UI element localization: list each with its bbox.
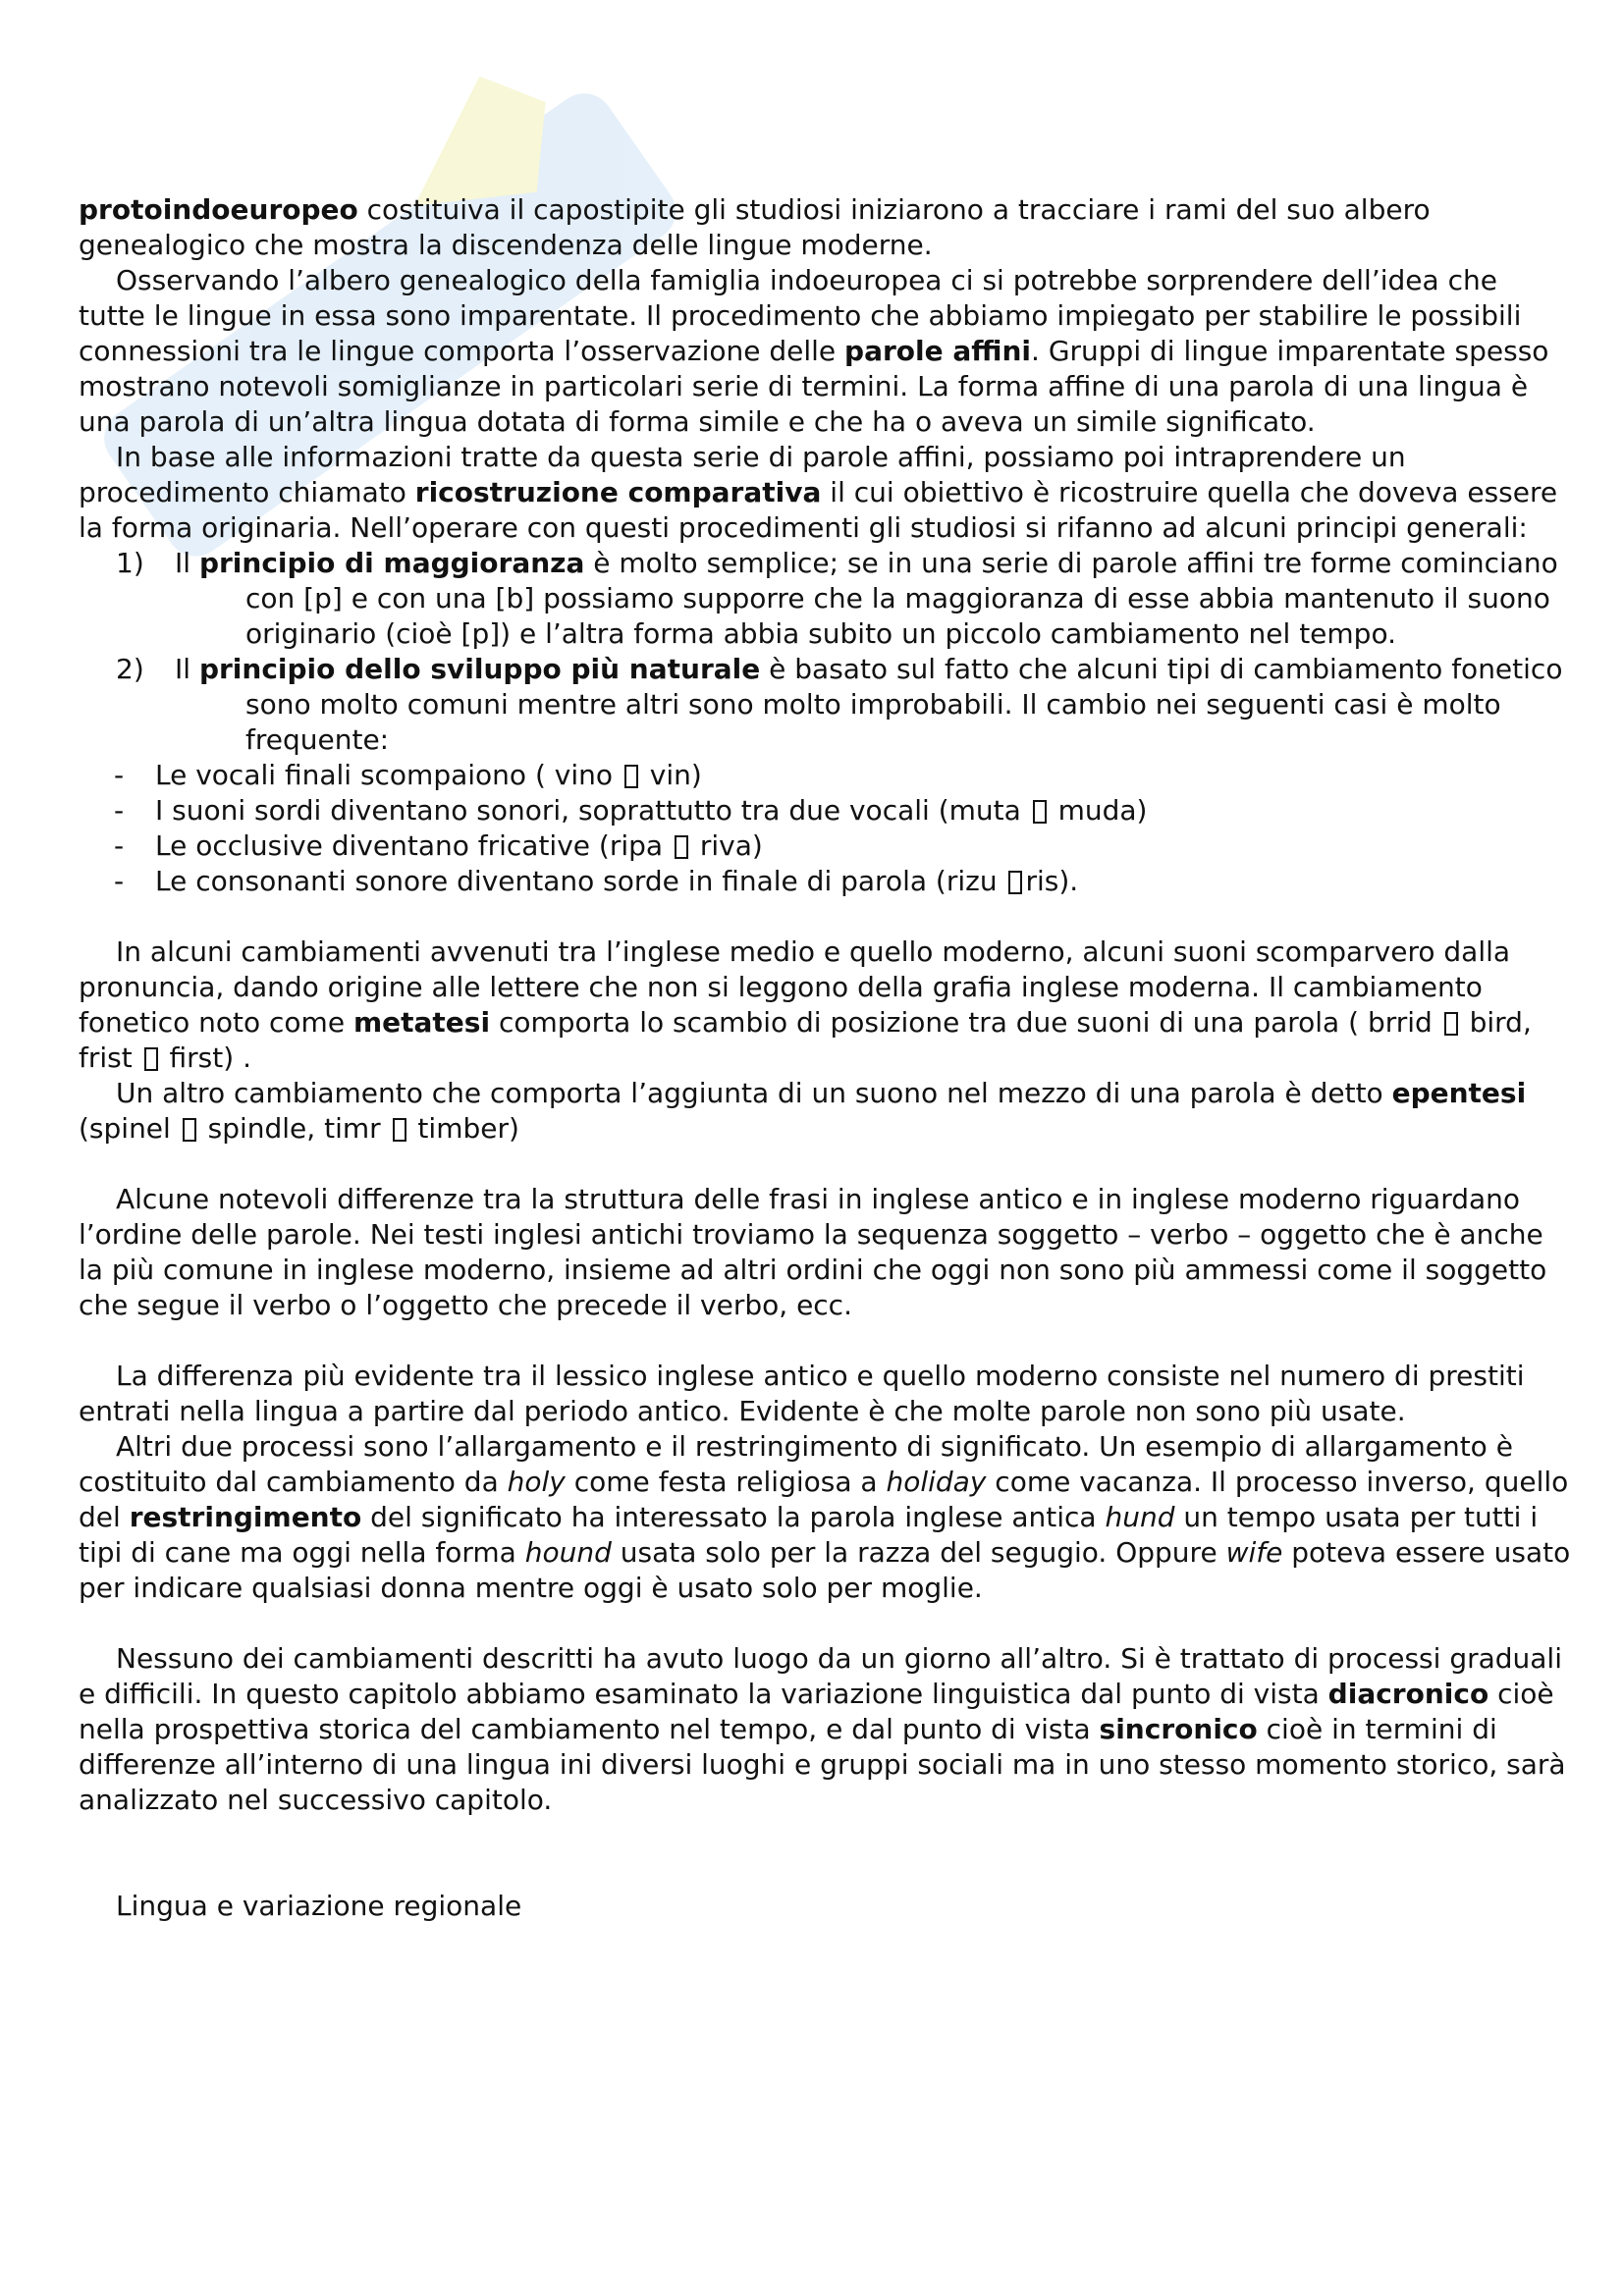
paragraph-6: Alcune notevoli differenze tra la struttura delle frasi in inglese antico e in inglese moderno riguardano l’ordine delle parole. Nei testi inglesi antichi troviamo la sequenza soggetto – verbo – oggetto che è anche la più comune in inglese moderno, insieme ad altri ordini che oggi non sono più ammessi come il soggetto che segue il verbo o l’oggetto che precede il verbo, ecc. <box>79 1183 1547 1321</box>
list-number: 2) <box>116 653 144 685</box>
numbered-item-2: 2) Il principio dello sviluppo più naturale è basato sul fatto che alcuni tipi di cambiamento fonetico sono molto comuni mentre altri sono molto improbabili. Il cambio nei seguenti casi è molto frequente: <box>116 653 1563 756</box>
arrow-glyph-icon <box>1444 1012 1458 1036</box>
paragraph-3: In base alle informazioni tratte da questa serie di parole affini, possiamo poi intraprendere un procedimento chiamato ricostruzione comparativa il cui obiettivo è ricostruire quella che doveva essere la forma originaria. Nell’operare con questi procedimenti gli studiosi si rifanno ad alcuni principi generali: <box>79 441 1558 544</box>
list-number: 1) <box>116 547 144 579</box>
bullet-item: - Le vocali finali scompaiono ( vino vin) <box>114 759 702 791</box>
bullet-item: - Le occlusive diventano fricative (ripa riva) <box>114 829 763 862</box>
dash-bullet: - <box>114 865 125 897</box>
paragraph-9: Nessuno dei cambiamenti descritti ha avuto luogo da un giorno all’altro. Si è trattato di processi graduali e difficili. In questo capitolo abbiamo esaminato la variazione linguistica dal punto di vista diacronico cioè nella prospettiva storica del cambiamento nel tempo, e dal punto di vista sincronico cioè in termini di differenze all’interno di una lingua ini diversi luoghi e gruppi sociali ma in uno stesso momento storico, sarà analizzato nel successivo capitolo. <box>79 1642 1566 1816</box>
arrow-glyph-icon <box>624 765 638 788</box>
paragraph-2: Osservando l’albero genealogico della famiglia indoeuropea ci si potrebbe sorprendere dell’idea che tutte le lingue in essa sono imparentate. Il procedimento che abbiamo impiegato per stabilire le possibili connessioni tra le lingue comporta l’osservazione delle parole affini. Gruppi di lingue imparentate spesso mostrano notevoli somiglianze in particolari serie di termini. La forma affine di una parola di una lingua è una parola di un’altra lingua dotata di forma simile e che ha o aveva un simile significato. <box>79 264 1549 438</box>
dash-bullet: - <box>114 829 125 862</box>
dash-bullet: - <box>114 759 125 791</box>
numbered-item-1: 1) Il principio di maggioranza è molto semplice; se in una serie di parole affini tre forme cominciano con [p] e con una [b] possiamo supporre che la maggioranza di esse abbia mantenuto il suono originario (cioè [p]) e l’altra forma abbia subito un piccolo cambiamento nel tempo. <box>116 547 1558 650</box>
bullet-item: - I suoni sordi diventano sonori, soprattutto tra due vocali (muta muda) <box>114 794 1148 827</box>
paragraph-5: Un altro cambiamento che comporta l’aggiunta di un suono nel mezzo di una parola è detto epentesi (spinel spindle, timr timber) <box>79 1077 1527 1145</box>
document-page <box>79 192 1571 1924</box>
paragraph-4: In alcuni cambiamenti avvenuti tra l’inglese medio e quello moderno, alcuni suoni scomparvero dalla pronuncia, dando origine alle lettere che non si leggono della grafia inglese moderna. Il cambiamento fonetico noto come metatesi comporta lo scambio di posizione tra due suoni di una parola ( brrid bird, frist first) . <box>79 935 1532 1074</box>
arrow-glyph-icon <box>183 1118 196 1142</box>
paragraph-1: protoindoeuropeo costituiva il capostipite gli studiosi iniziarono a tracciare i rami del suo albero genealogico che mostra la discendenza delle lingue moderne. <box>79 193 1431 261</box>
arrow-glyph-icon <box>144 1047 158 1071</box>
bullet-item: - Le consonanti sonore diventano sorde in finale di parola (rizu ris). <box>114 865 1079 897</box>
arrow-glyph-icon <box>1033 800 1047 824</box>
arrow-glyph-icon <box>1008 871 1022 894</box>
arrow-glyph-icon <box>393 1118 406 1142</box>
section-heading: Lingua e variazione regionale <box>116 1890 522 1922</box>
dash-bullet: - <box>114 794 125 827</box>
arrow-glyph-icon <box>675 835 688 859</box>
paragraph-7: La differenza più evidente tra il lessico inglese antico e quello moderno consiste nel numero di prestiti entrati nella lingua a partire dal periodo antico. Evidente è che molte parole non sono più usate. <box>79 1360 1525 1427</box>
paragraph-8: Altri due processi sono l’allargamento e il restringimento di significato. Un esempio di allargamento è costituito dal cambiamento da holy come festa religiosa a holiday come vacanza. Il processo inverso, quello del restringimento del significato ha interessato la parola inglese antica hund un tempo usata per tutti i tipi di cane ma oggi nella forma hound usata solo per la razza del segugio. Oppure wife poteva essere usato per indicare qualsiasi donna mentre oggi è usato solo per moglie. <box>79 1430 1571 1604</box>
